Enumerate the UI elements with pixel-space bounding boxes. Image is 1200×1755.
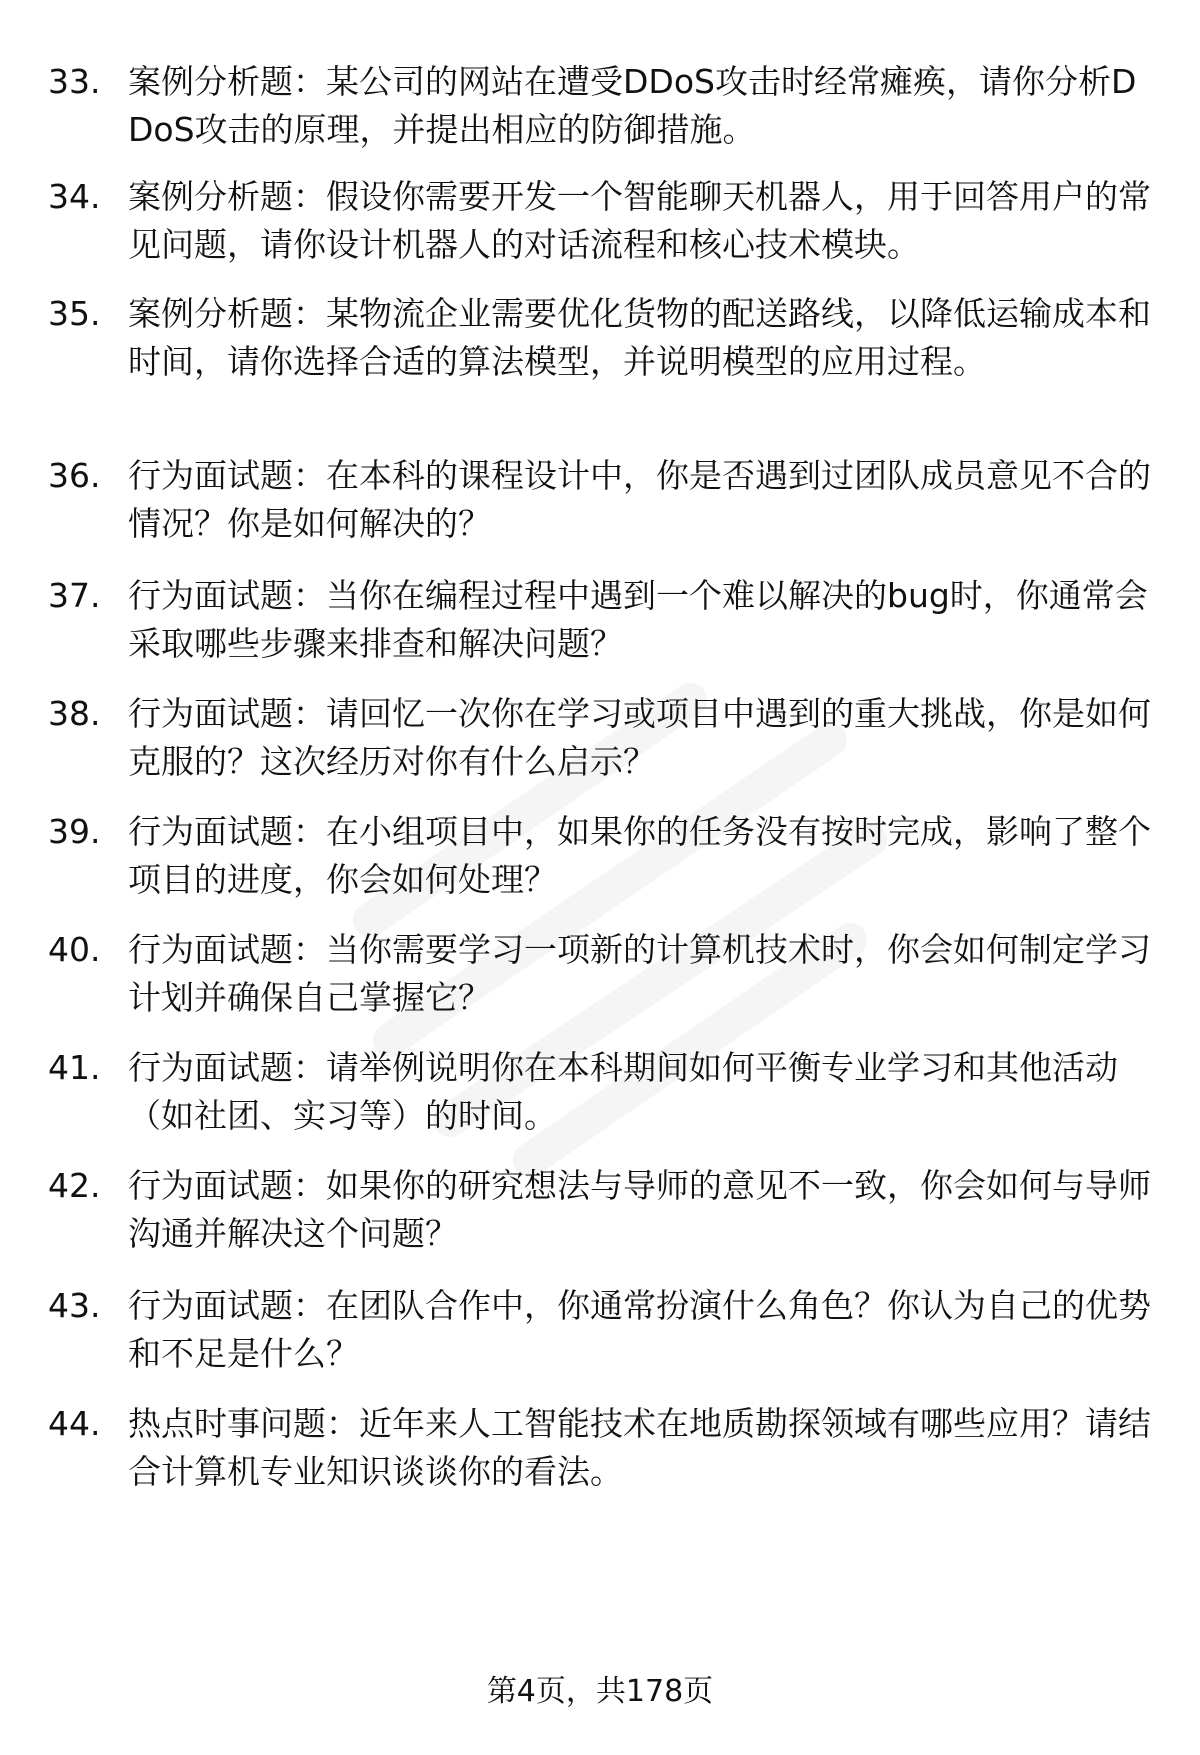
question-text: 行为面试题：当你需要学习一项新的计算机技术时，你会如何制定学习计划并确保自己掌握它？: [128, 930, 1151, 1017]
question-number: 38.: [48, 694, 101, 733]
question-text: 行为面试题：在团队合作中，你通常扮演什么角色？你认为自己的优势和不足是什么？: [128, 1286, 1151, 1373]
question-number: 43.: [48, 1286, 101, 1325]
question-number: 36.: [48, 456, 101, 495]
question-number: 37.: [48, 576, 101, 615]
question-item-36: [48, 452, 1158, 548]
question-text: 行为面试题：请举例说明你在本科期间如何平衡专业学习和其他活动（如社团、实习等）的时间。: [128, 1048, 1118, 1135]
question-item-39: [48, 808, 1158, 904]
question-text: 行为面试题：请回忆一次你在学习或项目中遇到的重大挑战，你是如何克服的？这次经历对你有什么启示？: [128, 694, 1151, 781]
question-text: 行为面试题：在本科的课程设计中，你是否遇到过团队成员意见不合的情况？你是如何解决的？: [128, 456, 1151, 543]
question-item-35: [48, 290, 1158, 386]
page-footer: 第4页，共178页: [486, 1674, 714, 1709]
question-text: 行为面试题：当你在编程过程中遇到一个难以解决的bug时，你通常会采取哪些步骤来排查和解决问题？: [128, 576, 1148, 663]
question-text: 案例分析题：某物流企业需要优化货物的配送路线，以降低运输成本和时间，请你选择合适的算法模型，并说明模型的应用过程。: [128, 294, 1151, 381]
question-number: 34.: [48, 177, 101, 216]
question-number: 44.: [48, 1404, 101, 1443]
question-number: 39.: [48, 812, 101, 851]
question-number: 41.: [48, 1048, 101, 1087]
question-text: 案例分析题：某公司的网站在遭受DDoS攻击时经常瘫痪，请你分析DDoS攻击的原理，并提出相应的防御措施。: [128, 62, 1137, 149]
question-number: 40.: [48, 930, 101, 969]
question-text: 行为面试题：如果你的研究想法与导师的意见不一致，你会如何与导师沟通并解决这个问题？: [128, 1166, 1151, 1253]
question-number: 35.: [48, 294, 101, 333]
question-number: 33.: [48, 62, 101, 101]
question-item-34: [48, 173, 1158, 269]
question-text: 案例分析题：假设你需要开发一个智能聊天机器人，用于回答用户的常见问题，请你设计机器人的对话流程和核心技术模块。: [128, 177, 1151, 264]
question-item-44: [48, 1400, 1158, 1496]
question-item-41: [48, 1044, 1158, 1140]
question-item-40: [48, 926, 1158, 1022]
question-item-37: [48, 572, 1158, 668]
question-item-42: [48, 1162, 1158, 1258]
question-number: 42.: [48, 1166, 101, 1205]
question-text: 热点时事问题：近年来人工智能技术在地质勘探领域有哪些应用？请结合计算机专业知识谈谈你的看法。: [128, 1404, 1151, 1491]
question-item-43: [48, 1282, 1158, 1378]
question-item-38: [48, 690, 1158, 786]
question-item-33: [48, 58, 1158, 154]
question-text: 行为面试题：在小组项目中，如果你的任务没有按时完成，影响了整个项目的进度，你会如何处理？: [128, 812, 1151, 899]
